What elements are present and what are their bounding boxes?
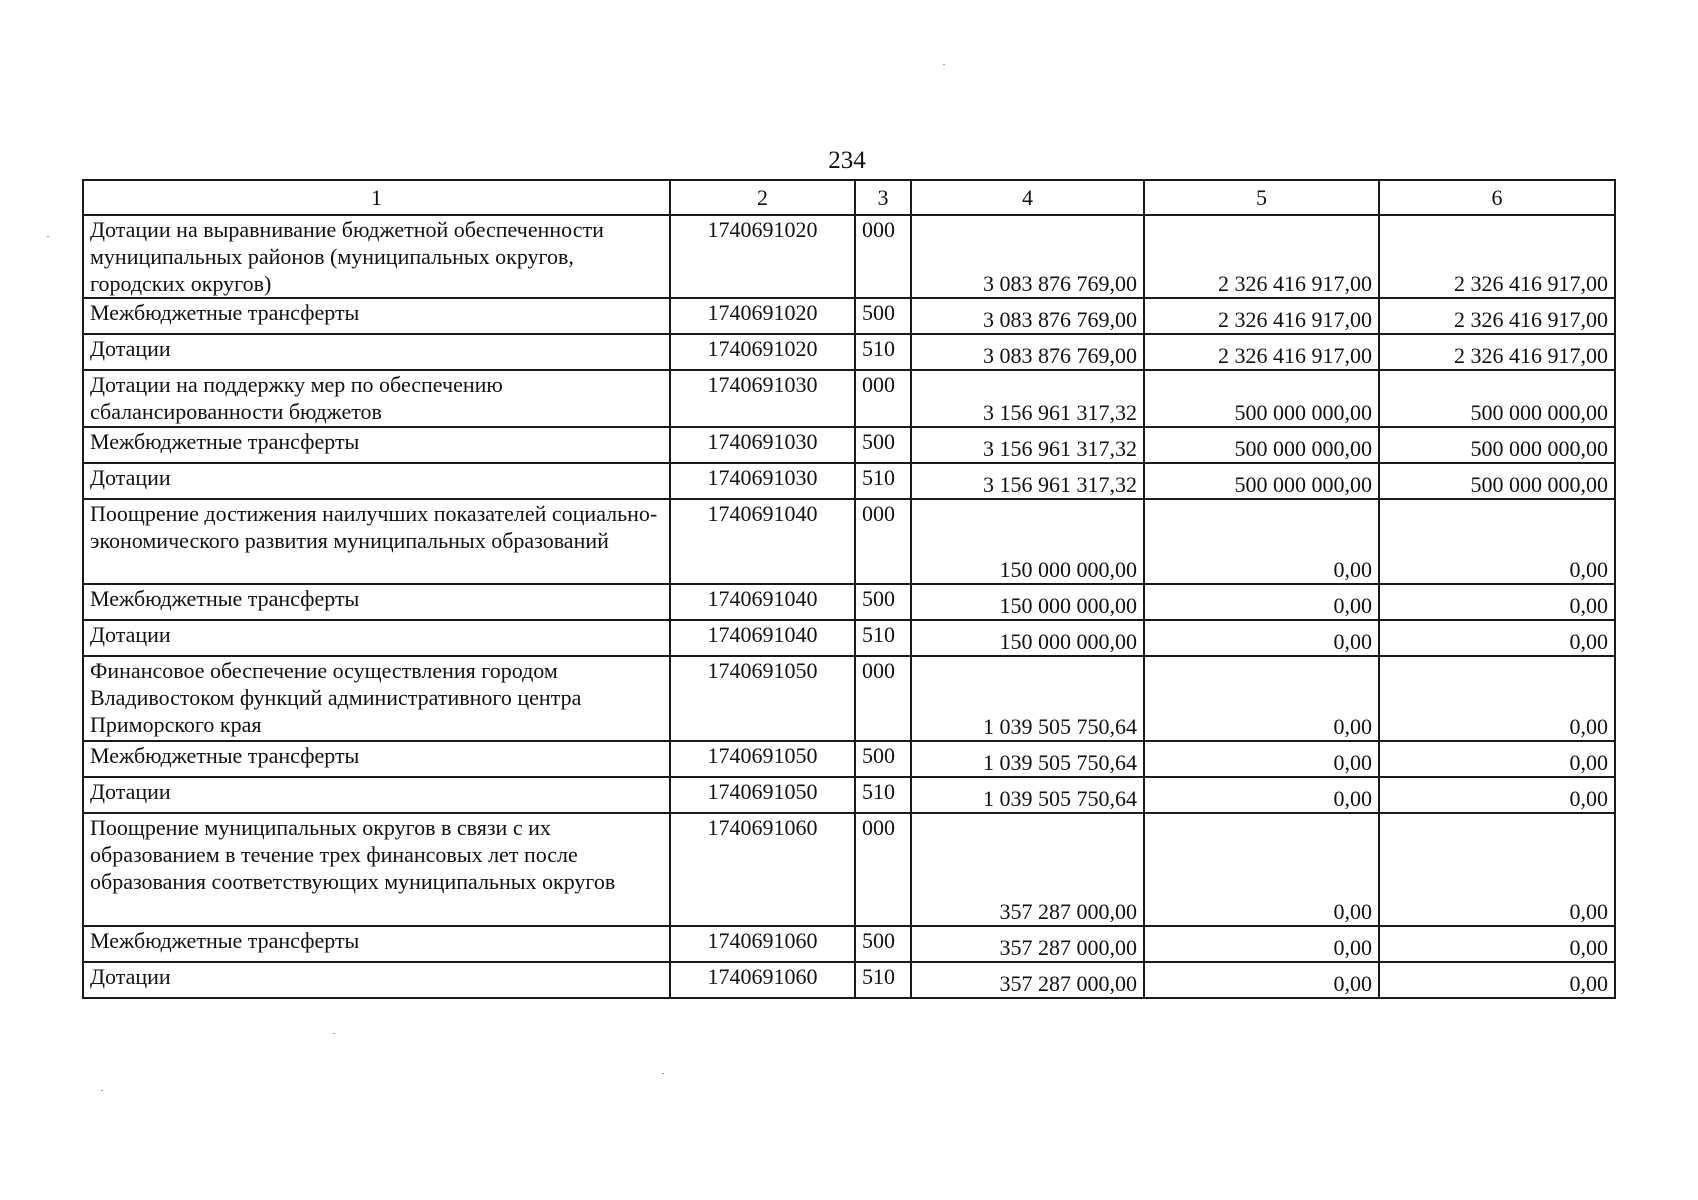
table-row — [83, 741, 1615, 777]
row-value-5: 0,00 — [1144, 499, 1379, 584]
header-row — [83, 180, 1615, 215]
row-value-6: 2 326 416 917,00 — [1379, 298, 1615, 334]
header-cell-4: 4 — [911, 180, 1144, 215]
scan-speck — [333, 1033, 335, 1034]
table-row — [83, 463, 1615, 499]
table-row — [83, 427, 1615, 463]
table-row — [83, 499, 1615, 584]
row-value-4: 3 156 961 317,32 — [911, 463, 1144, 499]
row-code: 1740691060 — [670, 813, 855, 926]
row-expense-type: 510 — [855, 334, 911, 370]
scan-speck — [47, 236, 49, 237]
row-value-5: 0,00 — [1144, 656, 1379, 741]
row-value-6: 0,00 — [1379, 777, 1615, 813]
scan-speck — [662, 1073, 664, 1074]
row-value-4: 357 287 000,00 — [911, 813, 1144, 926]
row-expense-type: 500 — [855, 427, 911, 463]
row-value-6: 0,00 — [1379, 962, 1615, 998]
table-row — [83, 370, 1615, 427]
row-value-4: 357 287 000,00 — [911, 962, 1144, 998]
row-name: Дотации — [83, 463, 670, 499]
budget-table — [82, 179, 1616, 999]
row-code: 1740691030 — [670, 427, 855, 463]
table-row — [83, 813, 1615, 926]
row-code: 1740691050 — [670, 741, 855, 777]
row-value-4: 357 287 000,00 — [911, 926, 1144, 962]
row-expense-type: 500 — [855, 926, 911, 962]
header-cell-5: 5 — [1144, 180, 1379, 215]
row-value-4: 3 156 961 317,32 — [911, 370, 1144, 427]
row-name: Дотации — [83, 777, 670, 813]
row-code: 1740691060 — [670, 962, 855, 998]
row-code: 1740691030 — [670, 463, 855, 499]
scan-speck — [101, 1090, 103, 1091]
table-row — [83, 298, 1615, 334]
header-cell-3: 3 — [855, 180, 911, 215]
row-value-5: 0,00 — [1144, 584, 1379, 620]
row-value-5: 500 000 000,00 — [1144, 427, 1379, 463]
table-row — [83, 777, 1615, 813]
row-name: Межбюджетные трансферты — [83, 584, 670, 620]
header-cell-2: 2 — [670, 180, 855, 215]
row-value-4: 1 039 505 750,64 — [911, 777, 1144, 813]
row-value-6: 500 000 000,00 — [1379, 370, 1615, 427]
row-code: 1740691050 — [670, 656, 855, 741]
row-name: Дотации — [83, 962, 670, 998]
row-value-4: 1 039 505 750,64 — [911, 741, 1144, 777]
row-code: 1740691020 — [670, 215, 855, 298]
row-value-5: 2 326 416 917,00 — [1144, 215, 1379, 298]
row-name: Дотации — [83, 334, 670, 370]
row-expense-type: 500 — [855, 741, 911, 777]
row-name: Межбюджетные трансферты — [83, 427, 670, 463]
row-code: 1740691060 — [670, 926, 855, 962]
table-row — [83, 620, 1615, 656]
row-code: 1740691040 — [670, 620, 855, 656]
row-expense-type: 510 — [855, 777, 911, 813]
page-number — [0, 146, 1698, 176]
row-value-6: 2 326 416 917,00 — [1379, 334, 1615, 370]
row-value-5: 0,00 — [1144, 962, 1379, 998]
row-value-6: 0,00 — [1379, 499, 1615, 584]
row-value-6: 500 000 000,00 — [1379, 463, 1615, 499]
row-value-4: 3 083 876 769,00 — [911, 334, 1144, 370]
table-row — [83, 215, 1615, 298]
row-value-5: 0,00 — [1144, 777, 1379, 813]
row-value-4: 150 000 000,00 — [911, 620, 1144, 656]
row-name: Межбюджетные трансферты — [83, 298, 670, 334]
row-value-6: 0,00 — [1379, 584, 1615, 620]
row-value-4: 150 000 000,00 — [911, 499, 1144, 584]
row-value-5: 500 000 000,00 — [1144, 370, 1379, 427]
row-code: 1740691030 — [670, 370, 855, 427]
row-code: 1740691020 — [670, 334, 855, 370]
row-code: 1740691040 — [670, 584, 855, 620]
row-name: Дотации — [83, 620, 670, 656]
row-expense-type: 000 — [855, 656, 911, 741]
row-value-4: 3 156 961 317,32 — [911, 427, 1144, 463]
row-expense-type: 510 — [855, 463, 911, 499]
table-row — [83, 656, 1615, 741]
row-value-6: 2 326 416 917,00 — [1379, 215, 1615, 298]
row-value-6: 0,00 — [1379, 926, 1615, 962]
row-value-6: 500 000 000,00 — [1379, 427, 1615, 463]
row-value-4: 150 000 000,00 — [911, 584, 1144, 620]
row-value-5: 500 000 000,00 — [1144, 463, 1379, 499]
row-value-6: 0,00 — [1379, 813, 1615, 926]
row-value-5: 0,00 — [1144, 741, 1379, 777]
row-value-5: 0,00 — [1144, 926, 1379, 962]
row-value-5: 2 326 416 917,00 — [1144, 334, 1379, 370]
row-name: Поощрение муниципальных округов в связи с их образованием в течение трех финансовых лет после образования соответствующих муниципальных округов — [83, 813, 670, 926]
row-name: Финансовое обеспечение осуществления городом Владивостоком функций административного центра Приморского края — [83, 656, 670, 741]
row-name: Межбюджетные трансферты — [83, 926, 670, 962]
row-name: Дотации на выравнивание бюджетной обеспеченности муниципальных районов (муниципальных округов, городских округов) — [83, 215, 670, 298]
row-value-6: 0,00 — [1379, 741, 1615, 777]
table-row — [83, 962, 1615, 998]
page-number-text: 234 — [828, 147, 866, 174]
row-expense-type: 500 — [855, 584, 911, 620]
row-value-6: 0,00 — [1379, 620, 1615, 656]
row-name: Межбюджетные трансферты — [83, 741, 670, 777]
row-expense-type: 000 — [855, 370, 911, 427]
row-code: 1740691050 — [670, 777, 855, 813]
row-name: Дотации на поддержку мер по обеспечению сбалансированности бюджетов — [83, 370, 670, 427]
row-value-4: 1 039 505 750,64 — [911, 656, 1144, 741]
row-expense-type: 000 — [855, 813, 911, 926]
table-row — [83, 584, 1615, 620]
row-value-5: 0,00 — [1144, 620, 1379, 656]
table-row — [83, 926, 1615, 962]
row-value-4: 3 083 876 769,00 — [911, 298, 1144, 334]
header-cell-1: 1 — [83, 180, 670, 215]
row-name: Поощрение достижения наилучших показателей социально-экономического развития муниципальных образований — [83, 499, 670, 584]
row-expense-type: 510 — [855, 620, 911, 656]
row-value-5: 2 326 416 917,00 — [1144, 298, 1379, 334]
row-value-6: 0,00 — [1379, 656, 1615, 741]
row-expense-type: 000 — [855, 215, 911, 298]
row-code: 1740691040 — [670, 499, 855, 584]
row-expense-type: 000 — [855, 499, 911, 584]
row-expense-type: 510 — [855, 962, 911, 998]
row-code: 1740691020 — [670, 298, 855, 334]
scan-speck — [943, 64, 945, 65]
header-cell-6: 6 — [1379, 180, 1615, 215]
row-value-4: 3 083 876 769,00 — [911, 215, 1144, 298]
table-row — [83, 334, 1615, 370]
row-value-5: 0,00 — [1144, 813, 1379, 926]
row-expense-type: 500 — [855, 298, 911, 334]
